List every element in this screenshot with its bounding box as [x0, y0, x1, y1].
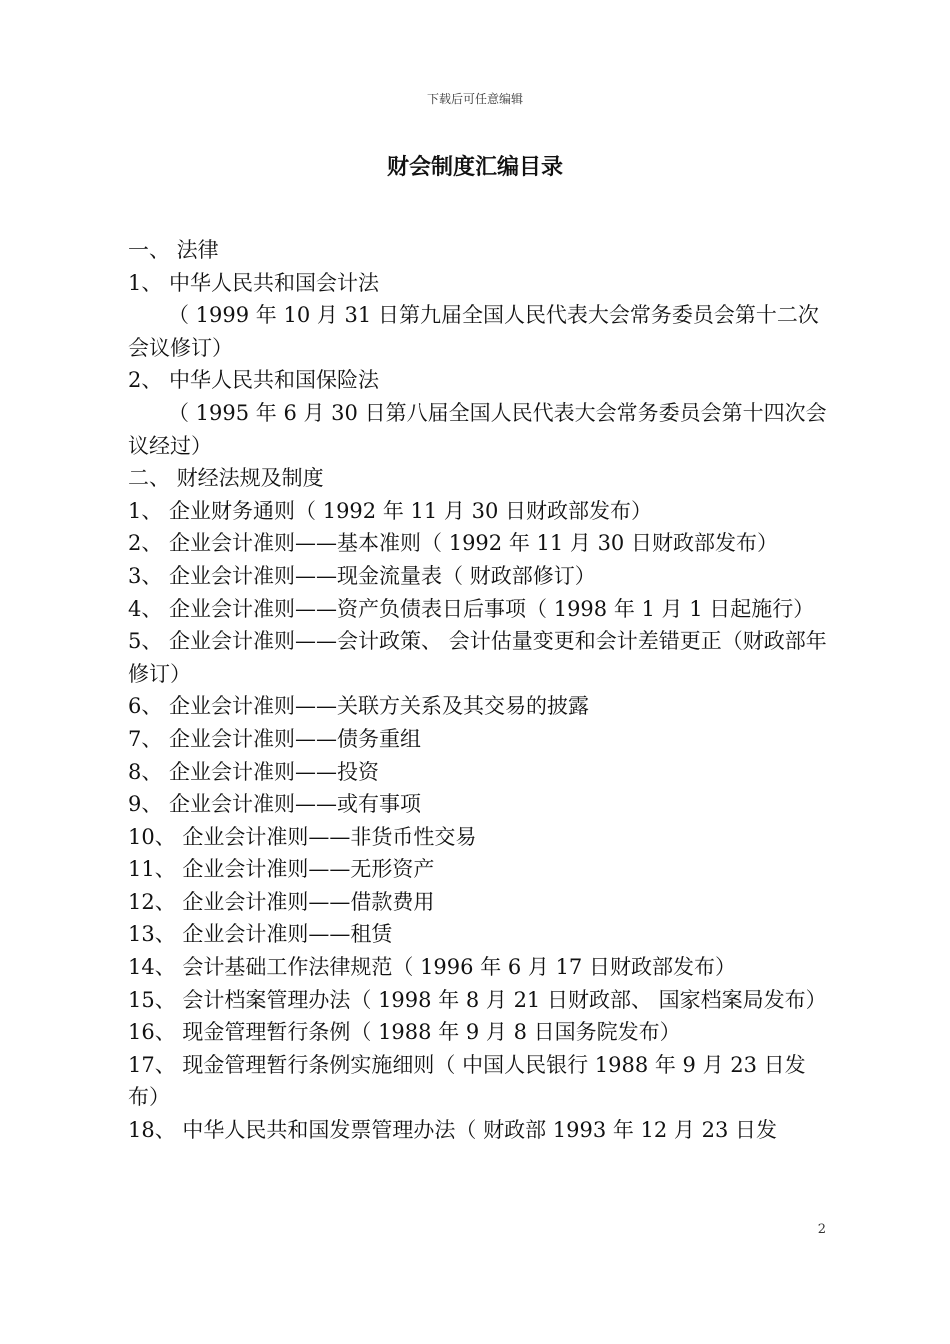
- section-heading: 二、 财经法规及制度: [128, 466, 324, 491]
- toc-item: 11、 企业会计准则——无形资产: [128, 857, 435, 882]
- toc-item: 1、 企业财务通则（ 1992 年 11 月 30 日财政部发布）: [128, 498, 652, 523]
- toc-item: 12、 企业会计准则——借款费用: [128, 889, 435, 914]
- toc-item: 14、 会计基础工作法律规范（ 1996 年 6 月 17 日财政部发布）: [128, 955, 736, 980]
- toc-item: 16、 现金管理暂行条例（ 1988 年 9 月 8 日国务院发布）: [128, 1020, 681, 1045]
- toc-item: 8、 企业会计准则——投资: [128, 759, 380, 784]
- page-title: 财会制度汇编目录: [386, 155, 563, 180]
- section-heading: 一、 法律: [128, 238, 219, 262]
- toc-item: 9、 企业会计准则——或有事项: [128, 792, 422, 817]
- toc-item: 15、 会计档案管理办法（ 1998 年 8 月 21 日财政部、 国家档案局发布）: [128, 987, 827, 1012]
- page-header: 下载后可任意编辑: [426, 92, 523, 106]
- toc-item: 10、 企业会计准则——非货币性交易: [128, 824, 477, 849]
- toc-note: （ 1999 年 10 月 31 日第九届全国人民代表大会常务委员会第十二次会议修订）: [128, 303, 819, 360]
- toc-item: 6、 企业会计准则——关联方关系及其交易的披露: [128, 694, 590, 719]
- toc-item: 4、 企业会计准则——资产负债表日后事项（ 1998 年 1 月 1 日起施行）: [128, 596, 815, 621]
- toc-item: 1、 中华人民共和国会计法: [128, 270, 380, 295]
- table-of-contents: [128, 234, 828, 1147]
- toc-item: 7、 企业会计准则——债务重组: [128, 726, 422, 751]
- page-number: 2: [817, 1222, 826, 1237]
- toc-item: 13、 企业会计准则——租赁: [128, 922, 393, 947]
- toc-item: 2、 企业会计准则——基本准则（ 1992 年 11 月 30 日财政部发布）: [128, 531, 778, 556]
- toc-note: （ 1995 年 6 月 30 日第八届全国人民代表大会常务委员会第十四次会议经过）: [128, 400, 827, 458]
- toc-item: 18、 中华人民共和国发票管理办法（ 财政部 1993 年 12 月 23 日发: [128, 1118, 778, 1143]
- toc-item: 5、 企业会计准则——会计政策、 会计估量变更和会计差错更正（财政部年修订）: [128, 629, 827, 686]
- toc-item: 2、 中华人民共和国保险法: [128, 368, 380, 393]
- toc-item: 17、 现金管理暂行条例实施细则（ 中国人民银行 1988 年 9 月 23 日发布）: [128, 1052, 806, 1110]
- toc-item: 3、 企业会计准则——现金流量表（ 财政部修订）: [128, 563, 596, 588]
